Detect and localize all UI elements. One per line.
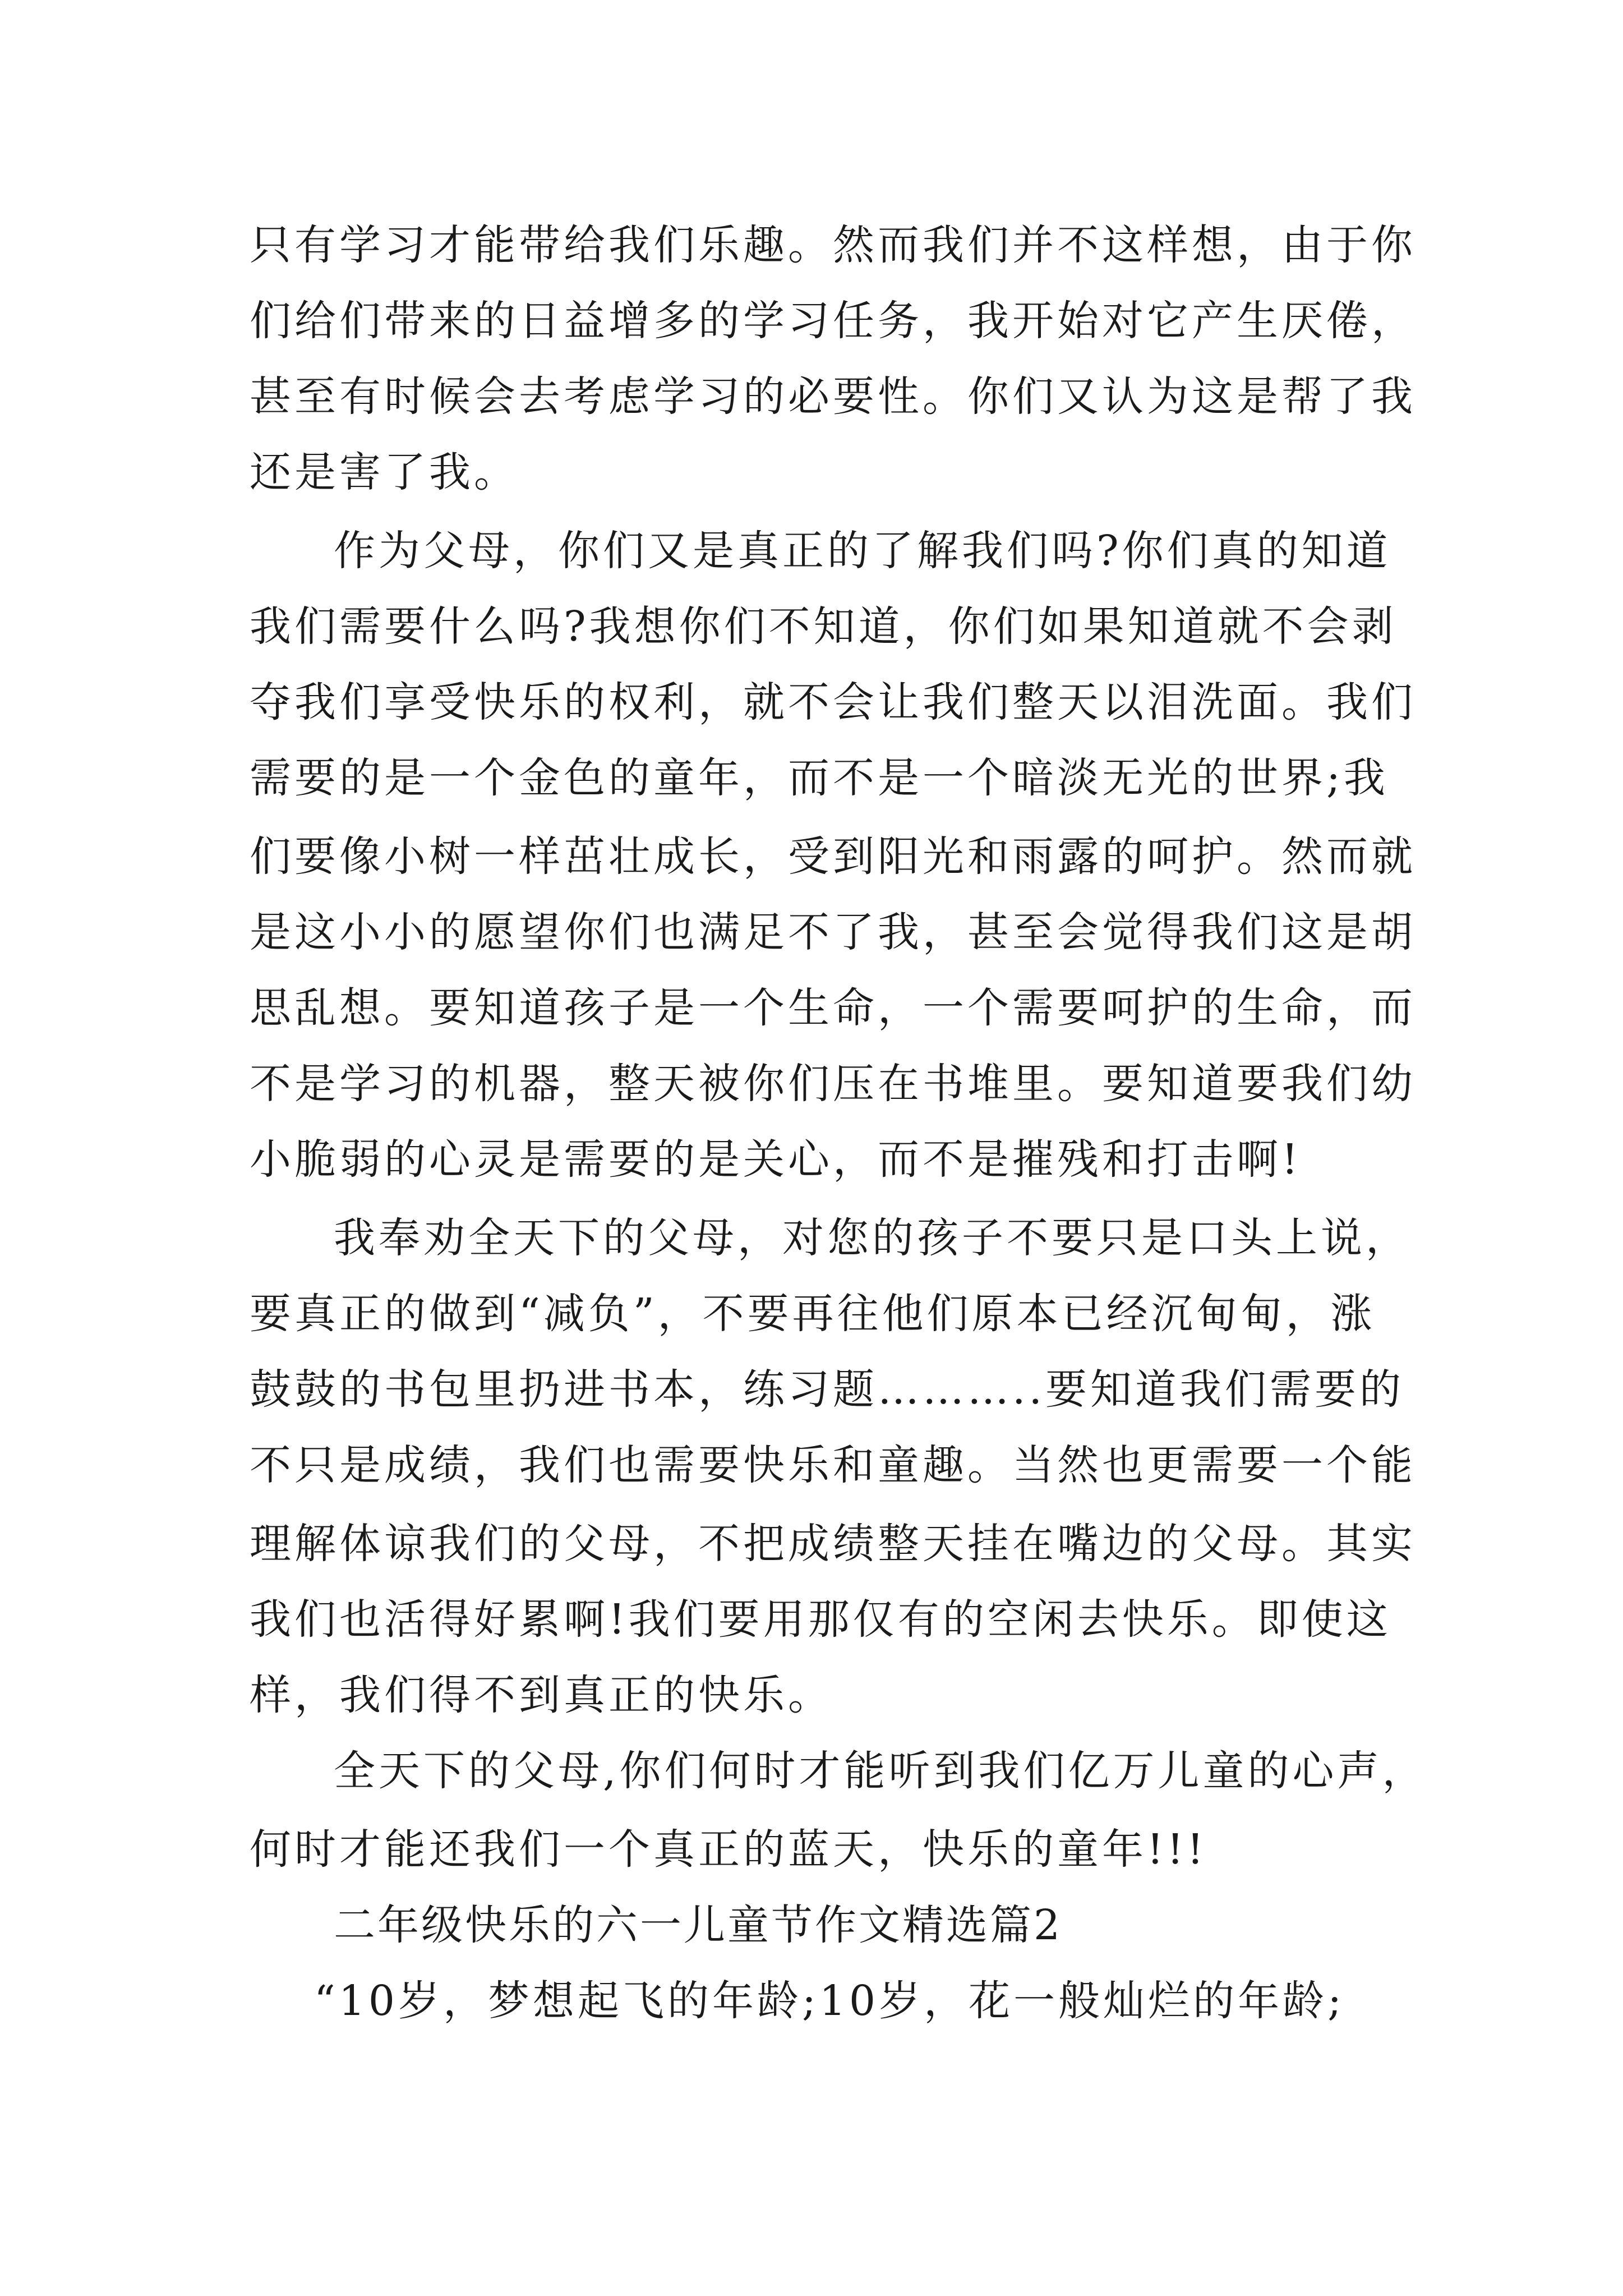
paragraph-first-line: 全天下的父母,你们何时才能听到我们亿万儿童的心声， <box>334 1747 1427 1795</box>
text-line: 需要的是一个金色的童年，而不是一个暗淡无光的世界;我 <box>250 754 1389 802</box>
paragraph-first-line: 我奉劝全天下的父母，对您的孩子不要只是口头上说， <box>334 1214 1410 1262</box>
paragraph-first-line: “10岁，梦想起飞的年龄;10岁，花一般灿烂的年龄; <box>314 1977 1345 2025</box>
text-line: 夺我们享受快乐的权利，就不会让我们整天以泪洗面。我们 <box>250 678 1416 726</box>
text-line: 样，我们得不到真正的快乐。 <box>250 1671 833 1719</box>
text-line: 小脆弱的心灵是需要的是关心，而不是摧残和打击啊! <box>250 1135 1302 1184</box>
text-line: 是这小小的愿望你们也满足不了我，甚至会觉得我们这是胡 <box>250 908 1416 956</box>
text-line: 我们也活得好累啊!我们要用那仅有的空闲去快乐。即使这 <box>250 1595 1391 1644</box>
section-heading: 二年级快乐的六一儿童节作文精选篇2 <box>334 1901 1063 1949</box>
text-line: 甚至有时候会去考虑学习的必要性。你们又认为这是帮了我 <box>250 372 1416 421</box>
text-line: 不是学习的机器，整天被你们压在书堆里。要知道要我们幼 <box>250 1060 1416 1108</box>
text-line: 还是害了我。 <box>250 448 519 496</box>
text-line: 鼓鼓的书包里扔进书本，练习题………..要知道我们需要的 <box>250 1365 1405 1414</box>
text-line: 我们需要什么吗?我想你们不知道，你们如果知道就不会剥 <box>250 602 1397 651</box>
text-line: 们要像小树一样茁壮成长，受到阳光和雨露的呵护。然而就 <box>250 832 1416 881</box>
text-line: 何时才能还我们一个真正的蓝天，快乐的童年!!! <box>250 1825 1207 1874</box>
paragraph-first-line: 作为父母，你们又是真正的了解我们吗?你们真的知道 <box>334 527 1391 575</box>
text-line: 只有学习才能带给我们乐趣。然而我们并不这样想，由于你 <box>250 221 1416 269</box>
text-line: 们给们带来的日益增多的学习任务，我开始对它产生厌倦， <box>250 297 1416 345</box>
text-line: 思乱想。要知道孩子是一个生命，一个需要呵护的生命，而 <box>250 984 1416 1032</box>
text-line: 理解体谅我们的父母，不把成绩整天挂在嘴边的父母。其实 <box>250 1520 1416 1568</box>
text-line: 不只是成绩，我们也需要快乐和童趣。当然也更需要一个能 <box>250 1441 1416 1489</box>
text-line: 要真正的做到“减负”，不要再往他们原本已经沉甸甸，涨 <box>250 1290 1376 1338</box>
